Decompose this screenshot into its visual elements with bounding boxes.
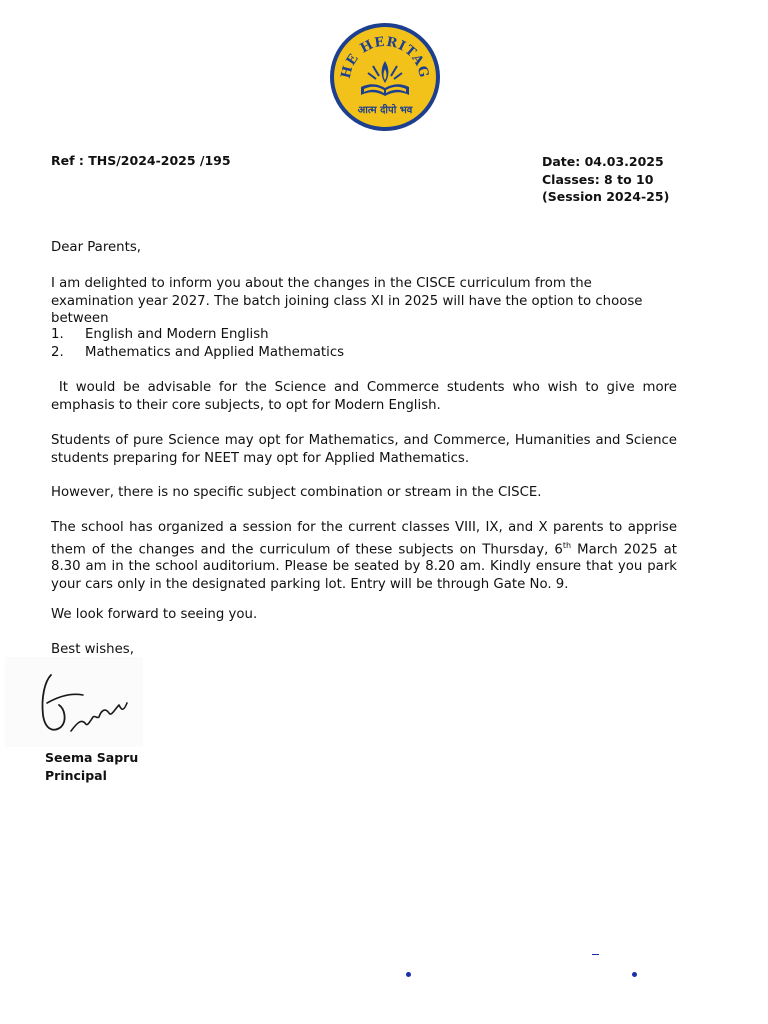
school-crest-icon	[328, 21, 442, 133]
paragraph-advice: It would be advisable for the Science and Commerce students who wish to give more emphasis to their core subjects, to opt for Modern English.	[51, 380, 682, 413]
option-item	[51, 345, 344, 360]
letter-date: Date: 04.03.2025	[542, 154, 664, 169]
option-text: Mathematics and Applied Mathematics	[85, 345, 345, 360]
date-block	[542, 153, 669, 206]
reference-number: Ref : THS/2024-2025 /195	[51, 153, 231, 168]
footer-dot	[406, 972, 411, 977]
session-text-start: The school has organized a session for the current classes VIII, IX, and X parents to apprise them of the changes and the curriculum of these subjects on Thursday, 6	[51, 520, 677, 557]
paragraph-closing: We look forward to seeing you.	[51, 607, 258, 622]
footer-dot	[632, 972, 637, 977]
paragraph-note: However, there is no specific subject combination or stream in the CISCE.	[51, 485, 542, 500]
letter-session: (Session 2024-25)	[542, 189, 670, 204]
option-number: 2.	[51, 345, 64, 360]
ordinal-suffix: th	[562, 540, 572, 550]
footer-dash	[592, 954, 599, 955]
signer-title: Principal	[45, 768, 107, 783]
paragraph-streams: Students of pure Science may opt for Mathematics, and Commerce, Humanities and Science students preparing for NEET may opt for Applied Mathematics.	[51, 433, 677, 466]
option-item	[51, 327, 269, 342]
school-logo	[328, 21, 442, 133]
logo-motto: आत्म दीपो भव	[357, 105, 413, 116]
handwritten-signature-icon	[5, 657, 143, 747]
paragraph-session	[51, 519, 677, 593]
svg-text:THE HERITAGE: HE HERITAG	[338, 34, 432, 81]
session-text-end: March 2025 at 8.30 am in the school auditorium. Please be seated by 8.20 am. Kindly ensure that you park your cars only in the designated parking lot. Entry will be through Gate No. 9.	[51, 541, 677, 592]
signer-name: Seema Sapru	[45, 750, 139, 765]
option-text: English and Modern English	[85, 327, 269, 342]
signature-image	[5, 657, 143, 747]
option-number: 1.	[51, 327, 64, 342]
paragraph-intro: I am delighted to inform you about the changes in the CISCE curriculum from the examination year 2027. The batch joining class XI in 2025 will have the option to choose between	[51, 276, 643, 326]
salutation: Dear Parents,	[51, 240, 141, 255]
closing-phrase: Best wishes,	[51, 642, 134, 657]
letter-classes: Classes: 8 to 10	[542, 171, 654, 187]
